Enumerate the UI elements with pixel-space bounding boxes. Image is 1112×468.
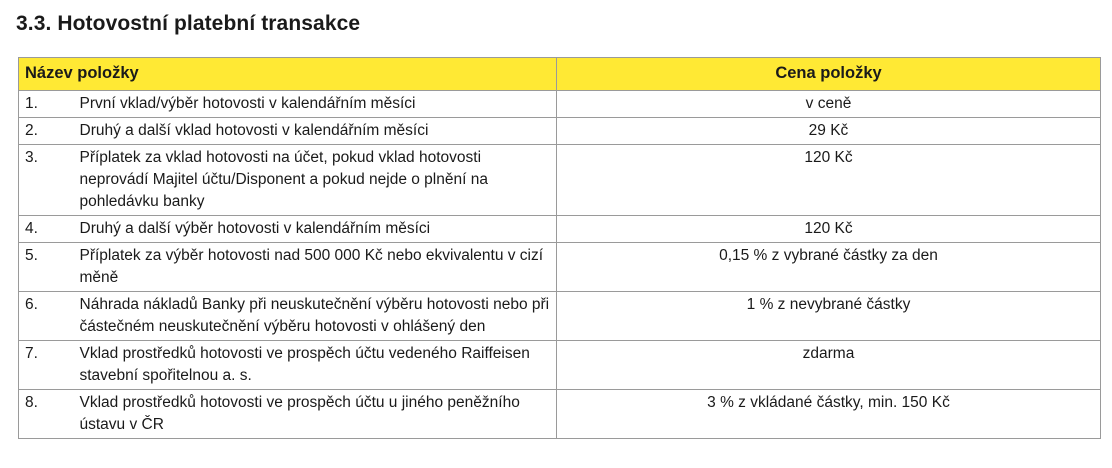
row-item-name: Vklad prostředků hotovosti ve prospěch účtu vedeného Raiffeisen stavební spořitelnou a. s. xyxy=(74,341,557,390)
row-item-price: 120 Kč xyxy=(557,145,1101,216)
header-item-price: Cena položky xyxy=(557,58,1101,91)
table-row xyxy=(19,243,1101,292)
row-item-name: Vklad prostředků hotovosti ve prospěch účtu u jiného peněžního ústavu v ČR xyxy=(74,390,557,439)
row-number: 2. xyxy=(19,118,74,145)
row-item-price: 120 Kč xyxy=(557,216,1101,243)
table-header-row xyxy=(19,58,1101,91)
row-item-price: 0,15 % z vybrané částky za den xyxy=(557,243,1101,292)
row-item-name: Druhý a další vklad hotovosti v kalendářním měsíci xyxy=(74,118,557,145)
section-title: 3.3. Hotovostní platební transakce xyxy=(16,12,361,35)
row-item-name: Náhrada nákladů Banky při neuskutečnění výběru hotovosti nebo při částečném neuskutečnění výběru hotovosti v ohlášený den xyxy=(74,292,557,341)
row-item-price: 1 % z nevybrané částky xyxy=(557,292,1101,341)
table-row xyxy=(19,341,1101,390)
table-row xyxy=(19,292,1101,341)
table-row xyxy=(19,216,1101,243)
row-number: 4. xyxy=(19,216,74,243)
row-item-price: 3 % z vkládané částky, min. 150 Kč xyxy=(557,390,1101,439)
row-number: 3. xyxy=(19,145,74,216)
table-row xyxy=(19,390,1101,439)
row-number: 1. xyxy=(19,91,74,118)
row-number: 5. xyxy=(19,243,74,292)
fee-table xyxy=(18,57,1101,439)
row-number: 8. xyxy=(19,390,74,439)
table-row xyxy=(19,145,1101,216)
row-number: 6. xyxy=(19,292,74,341)
row-item-price: 29 Kč xyxy=(557,118,1101,145)
row-number: 7. xyxy=(19,341,74,390)
table-row xyxy=(19,91,1101,118)
row-item-name: Příplatek za vklad hotovosti na účet, pokud vklad hotovosti neprovádí Majitel účtu/Disponent a pokud nejde o plnění na pohledávku banky xyxy=(74,145,557,216)
row-item-price: v ceně xyxy=(557,91,1101,118)
table-row xyxy=(19,118,1101,145)
header-item-name: Název položky xyxy=(19,58,557,91)
row-item-price: zdarma xyxy=(557,341,1101,390)
row-item-name: První vklad/výběr hotovosti v kalendářním měsíci xyxy=(74,91,557,118)
row-item-name: Příplatek za výběr hotovosti nad 500 000 Kč nebo ekvivalentu v cizí měně xyxy=(74,243,557,292)
row-item-name: Druhý a další výběr hotovosti v kalendářním měsíci xyxy=(74,216,557,243)
